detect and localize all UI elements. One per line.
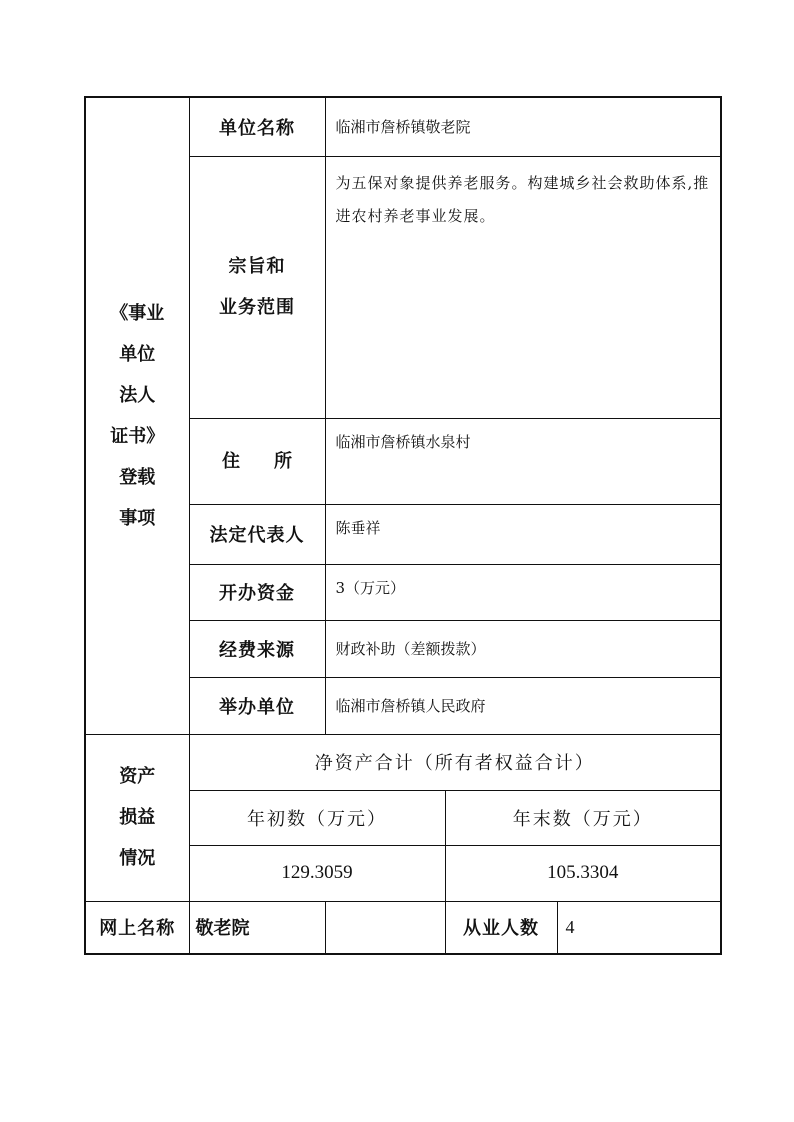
registration-heading-line: 事项 [119, 507, 156, 529]
legal-rep-label: 法定代表人 [189, 504, 325, 564]
registration-heading-line: 登载 [119, 466, 156, 488]
online-name-value: 敬老院 [189, 901, 325, 954]
purpose-value: 为五保对象提供养老服务。构建城乡社会救助体系,推进农村养老事业发展。 [325, 156, 721, 418]
funds-value: 3（万元） [325, 564, 721, 620]
funds-label: 开办资金 [189, 564, 325, 620]
registration-heading [85, 97, 189, 734]
purpose-label [189, 156, 325, 418]
address-label-text: 住所 [222, 450, 326, 472]
assets-heading-line: 损益 [119, 807, 156, 828]
staff-count-value: 4 [557, 901, 721, 954]
unit-name-value: 临湘市詹桥镇敬老院 [325, 97, 721, 156]
legal-rep-value: 陈垂祥 [325, 504, 721, 564]
assets-heading [85, 734, 189, 901]
staff-count-label: 从业人数 [445, 901, 557, 954]
end-year-value: 105.3304 [445, 845, 721, 901]
begin-year-label: 年初数（万元） [189, 790, 445, 845]
funding-source-label: 经费来源 [189, 620, 325, 677]
registration-heading-line: 证书》 [110, 425, 165, 447]
begin-year-value: 129.3059 [189, 845, 445, 901]
address-value: 临湘市詹桥镇水泉村 [325, 418, 721, 504]
purpose-label-line: 业务范围 [219, 297, 295, 318]
online-name-label: 网上名称 [85, 901, 189, 954]
funding-source-value: 财政补助（差额拨款） [325, 620, 721, 677]
assets-heading-line: 资产 [119, 766, 156, 787]
assets-heading-line: 情况 [119, 848, 156, 869]
purpose-label-line: 宗旨和 [228, 256, 286, 277]
end-year-label: 年末数（万元） [445, 790, 721, 845]
unit-name-label: 单位名称 [189, 97, 325, 156]
registration-heading-line: 单位 [119, 343, 156, 365]
registration-table [84, 96, 722, 955]
registration-heading-line: 《事业 [110, 302, 165, 324]
address-label [189, 418, 325, 504]
row-unit-name [85, 97, 721, 156]
sponsor-label: 举办单位 [189, 677, 325, 734]
sponsor-value: 临湘市詹桥镇人民政府 [325, 677, 721, 734]
row-footer [85, 901, 721, 954]
row-net-assets-title [85, 734, 721, 790]
registration-heading-line: 法人 [119, 384, 156, 406]
net-assets-title: 净资产合计（所有者权益合计） [189, 734, 721, 790]
